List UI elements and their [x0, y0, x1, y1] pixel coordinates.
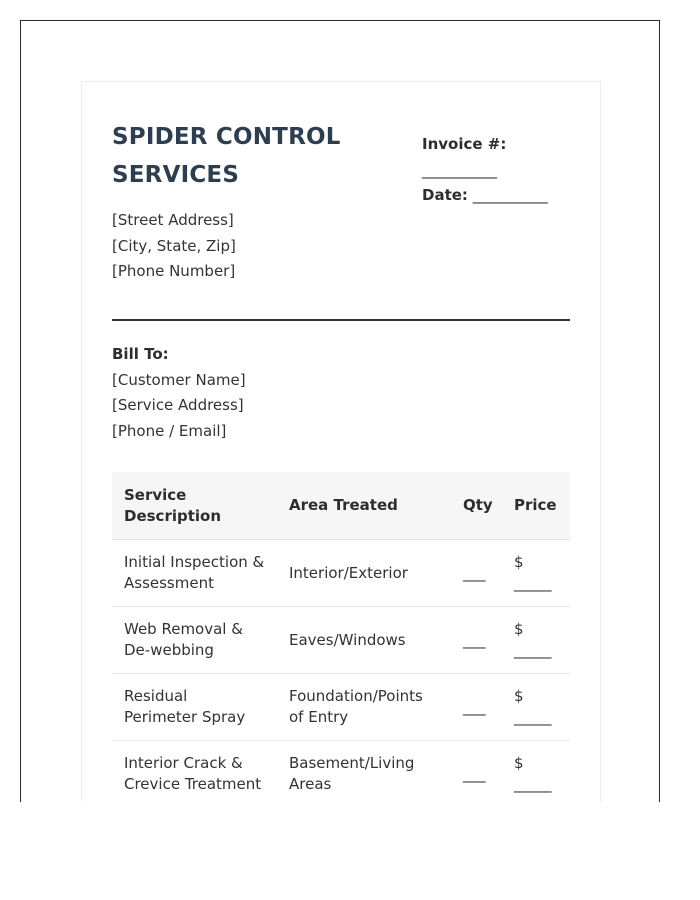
bill-to-contact: [Phone / Email]: [112, 421, 227, 440]
header-qty: Qty: [451, 472, 502, 540]
company-phone: [Phone Number]: [112, 262, 236, 280]
invoice-number-row-value: [422, 158, 582, 184]
invoice-date-value: __________: [472, 186, 548, 204]
header-divider: [112, 319, 570, 321]
row-description: Interior Crack & Crevice Treatment: [112, 741, 277, 803]
row-price-blank: _____: [514, 641, 552, 659]
row-area: Interior/Exterior: [277, 540, 451, 607]
table-row: [112, 540, 570, 607]
header-service-description: Service Description: [112, 472, 277, 540]
table-row: [112, 674, 570, 741]
row-qty: ___: [451, 540, 502, 607]
row-price-blank: _____: [514, 775, 552, 793]
company-city-state-zip: [City, State, Zip]: [112, 236, 236, 255]
row-price: [502, 741, 570, 803]
invoice-number-value: __________: [422, 160, 497, 179]
bill-to-service-address: [Service Address]: [112, 396, 244, 414]
row-qty: ___: [451, 741, 502, 803]
row-price-blank: _____: [514, 574, 552, 592]
invoice-number-label: Invoice #:: [422, 135, 507, 153]
company-street: [Street Address]: [112, 211, 234, 229]
row-area: Eaves/Windows: [277, 607, 451, 674]
row-price-blank: _____: [514, 708, 552, 726]
row-price: [502, 607, 570, 674]
row-description: Web Removal & De-webbing: [112, 607, 277, 674]
row-price: [502, 674, 570, 741]
row-price: [502, 540, 570, 607]
row-qty: ___: [451, 607, 502, 674]
row-price-symbol: $: [514, 620, 524, 638]
table-header-row: [112, 472, 570, 540]
services-table: [112, 472, 570, 802]
table-row: [112, 741, 570, 803]
company-name: SPIDER CONTROL SERVICES: [112, 124, 341, 188]
row-qty: ___: [451, 674, 502, 741]
row-price-symbol: $: [514, 687, 524, 705]
row-description: Residual Perimeter Spray: [112, 674, 277, 741]
header-area-treated: Area Treated: [277, 472, 451, 540]
bill-to-section: [112, 342, 412, 444]
header-price: Price: [502, 472, 570, 540]
invoice-number-row: [422, 132, 582, 158]
bill-to-customer-name: [Customer Name]: [112, 370, 246, 389]
row-price-symbol: $: [514, 553, 524, 571]
row-price-symbol: $: [514, 754, 524, 772]
invoice-meta: [422, 132, 582, 209]
invoice-card: [81, 81, 601, 802]
bill-to-heading: Bill To:: [112, 345, 169, 363]
row-area: Basement/Living Areas: [277, 741, 451, 803]
row-description: Initial Inspection & Assessment: [112, 540, 277, 607]
table-row: [112, 607, 570, 674]
row-area: Foundation/Points of Entry: [277, 674, 451, 741]
invoice-date-row: [422, 183, 582, 209]
invoice-date-label: Date:: [422, 186, 468, 204]
page-frame: [20, 20, 660, 802]
company-address: [112, 208, 362, 285]
